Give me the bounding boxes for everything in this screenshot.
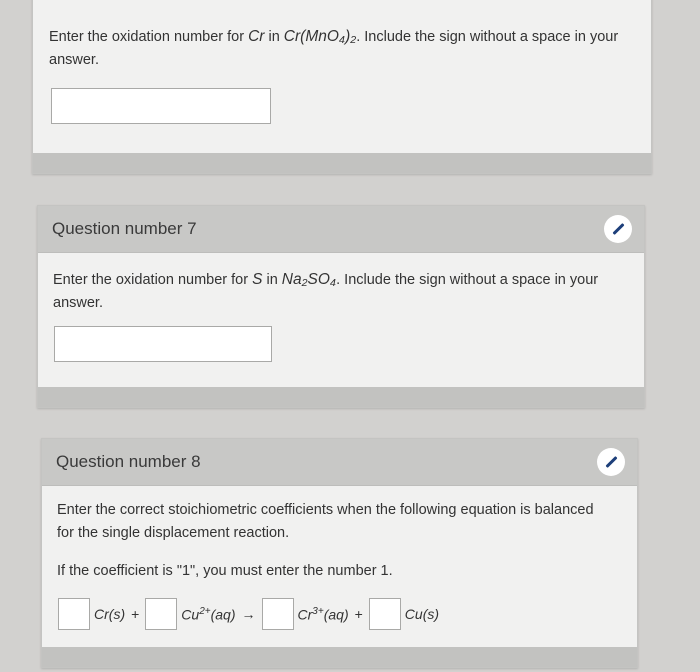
operator-3: + xyxy=(354,606,363,622)
coef-input-3[interactable] xyxy=(262,598,294,630)
q6-compound: Cr(MnO₄)₂ xyxy=(283,28,357,45)
question-7-card xyxy=(37,205,645,408)
species-1: Cr(s) xyxy=(94,606,126,622)
q6-element: Cr xyxy=(248,28,265,45)
q7-header xyxy=(38,206,644,253)
coef-input-4[interactable] xyxy=(369,598,401,630)
q7-footer xyxy=(38,387,644,407)
q6-prompt-mid: in xyxy=(264,29,284,45)
q7-pencil-icon[interactable] xyxy=(604,215,632,243)
q8-prompt: Enter the correct stoichiometric coefficients when the following equation is balanced for the single displacement reaction. xyxy=(57,502,594,541)
question-6-prompt xyxy=(49,25,639,72)
coef-input-1[interactable] xyxy=(58,598,90,630)
operator-1: + xyxy=(131,606,140,622)
question-6-card xyxy=(32,0,652,174)
q7-title: Question number 7 xyxy=(52,219,197,238)
q8-title: Question number 8 xyxy=(56,452,201,471)
q8-footer xyxy=(42,647,637,667)
species-4: Cu(s) xyxy=(404,606,440,622)
question-8-card xyxy=(41,438,638,668)
q6-prompt-pre: Enter the oxidation number for xyxy=(49,29,249,45)
q8-equation xyxy=(58,598,445,630)
q7-element: S xyxy=(252,271,263,288)
q6-footer xyxy=(33,153,651,173)
question-7-prompt xyxy=(53,268,633,315)
operator-2: → xyxy=(241,606,256,622)
q8-hint: If the coefficient is "1", you must enter the number 1. xyxy=(57,563,393,579)
q7-compound: Na₂SO₄ xyxy=(281,271,337,288)
q7-prompt-pre: Enter the oxidation number for xyxy=(53,272,253,288)
coef-input-2[interactable] xyxy=(145,598,177,630)
species-2: $Cu^{2+}(aq)$ xyxy=(181,605,236,623)
q8-pencil-icon[interactable] xyxy=(597,448,625,476)
q7-answer-input[interactable] xyxy=(54,326,272,362)
species-3: $Cr^{3+}(aq)$ xyxy=(297,605,349,623)
q7-prompt-post: . Include the sign without a space in your answer. xyxy=(53,272,599,311)
q6-prompt-post: . Include the sign without a space in your answer. xyxy=(49,29,619,68)
q7-prompt-mid: in xyxy=(262,272,282,288)
q6-answer-input[interactable] xyxy=(51,88,271,124)
q8-header xyxy=(42,439,637,486)
